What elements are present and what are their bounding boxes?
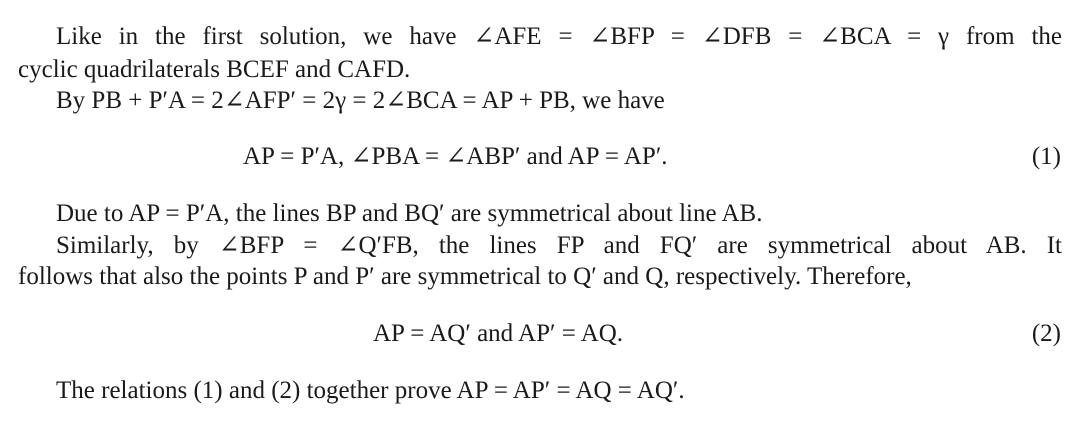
equation-2-body: AP = AQ′ and AP′ = AQ. [373,320,624,347]
paragraph-4-line-2: follows that also the points P and P′ are symmetrical to Q′ and Q, respectively. Therefore, [18,263,912,290]
paragraph-2-line-1: By PB + P′A = 2∠AFP′ = 2γ = 2∠BCA = AP + PB, we have [56,87,665,114]
paragraph-1-line-1: Like in the first solution, we have ∠AFE = ∠BFP = ∠DFB = ∠BCA = γ from the [56,23,1062,50]
paragraph-1-line-2: cyclic quadrilaterals BCEF and CAFD. [18,56,411,83]
equation-2-number: (2) [1031,320,1061,347]
equation-1-number: (1) [1031,143,1061,170]
paragraph-3-line-1: Due to AP = P′A, the lines BP and BQ′ are symmetrical about line AB. [56,200,763,227]
paragraph-4-line-1: Similarly, by ∠BFP = ∠Q′FB, the lines FP and FQ′ are symmetrical about AB. It [56,232,1062,259]
paragraph-5-line-1: The relations (1) and (2) together prove AP = AP′ = AQ = AQ′. [56,377,685,404]
equation-1-body: AP = P′A, ∠PBA = ∠ABP′ and AP = AP′. [243,143,668,170]
